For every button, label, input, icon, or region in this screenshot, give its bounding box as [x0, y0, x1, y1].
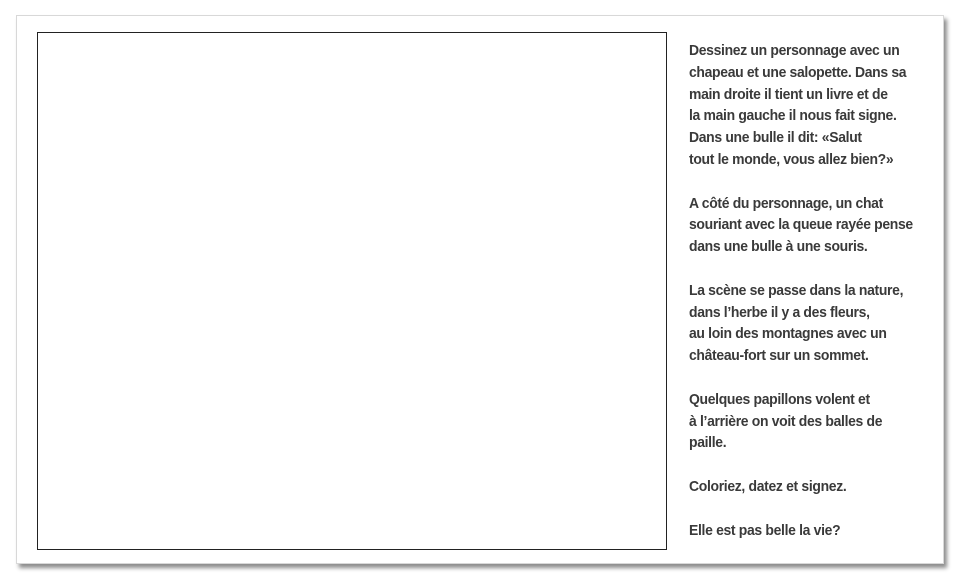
instruction-line: Elle est pas belle la vie? [689, 521, 841, 539]
instruction-line: tout le monde, vous allez bien?» [689, 150, 894, 168]
instruction-line: A côté du personnage, un chat [689, 194, 883, 212]
instruction-paragraph-1 [689, 40, 918, 171]
instruction-line: Quelques papillons volent et [689, 390, 870, 408]
instruction-line: paille. [689, 434, 727, 452]
instruction-line: à l’arrière on voit des balles de [689, 412, 883, 430]
instruction-line: Dans une bulle il dit: «Salut [689, 129, 862, 147]
instruction-paragraph-5 [689, 476, 918, 498]
instruction-paragraph-3 [689, 280, 918, 367]
instruction-line: main droite il tient un livre et de [689, 85, 888, 103]
instruction-line: dans une bulle à une souris. [689, 238, 868, 256]
instruction-line: Dessinez un personnage avec un [689, 42, 900, 59]
instruction-line: dans l’herbe il y a des fleurs, [689, 303, 870, 321]
worksheet-page [16, 15, 944, 564]
instruction-line: au loin des montagnes avec un [689, 325, 887, 343]
instruction-paragraph-6 [689, 520, 918, 542]
instruction-line: souriant avec la queue rayée pense [689, 216, 913, 234]
instructions-text [689, 40, 918, 541]
instruction-line: La scène se passe dans la nature, [689, 281, 904, 299]
instruction-line: la main gauche il nous fait signe. [689, 107, 897, 125]
instruction-paragraph-4 [689, 389, 918, 454]
instruction-line: château-fort sur un sommet. [689, 347, 869, 365]
instruction-line: Coloriez, datez et signez. [689, 477, 847, 495]
drawing-area[interactable] [37, 32, 667, 550]
instruction-paragraph-2 [689, 193, 918, 258]
instruction-line: chapeau et une salopette. Dans sa [689, 63, 907, 81]
